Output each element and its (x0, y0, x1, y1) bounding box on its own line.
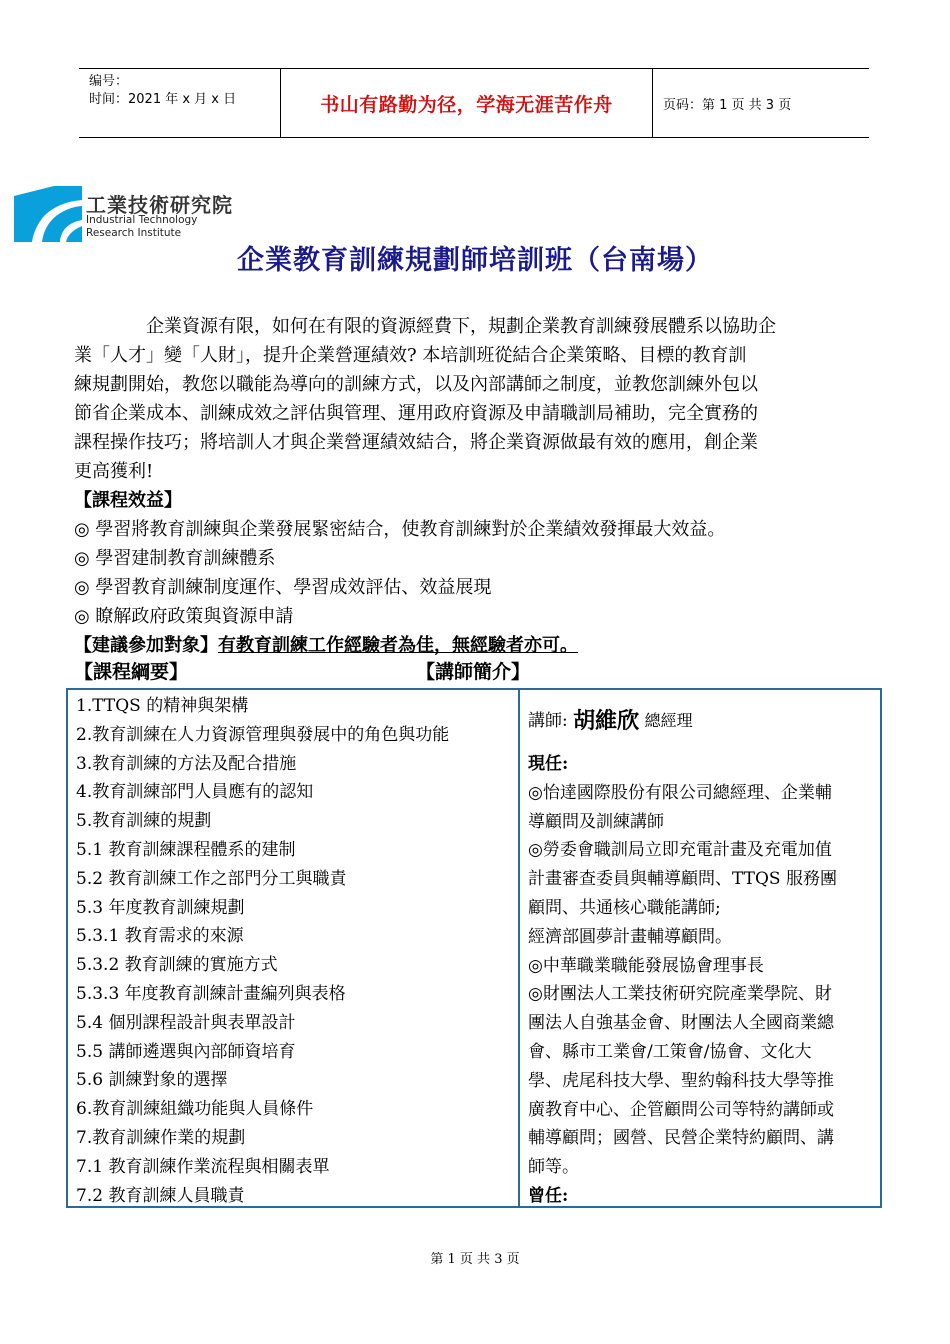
lecturer-name: 胡維欣 (573, 707, 640, 734)
lecturer-heading: 【講師簡介】 (416, 661, 531, 683)
serial-label: 编号： (89, 74, 129, 89)
audience-label: 【建議參加對象】 (74, 635, 218, 656)
header-meta (79, 69, 281, 137)
page-title: 企業教育訓練規劃師培訓班（台南場） (237, 245, 713, 276)
outline-item: 5.2 教育訓練工作之部門分工與職責 (76, 868, 347, 889)
logo-name-en-line1: Industrial Technology (86, 214, 198, 226)
outline-item: 5.4 個別課程設計與表單設計 (76, 1012, 296, 1033)
benefit-item: ◎ 學習將教育訓練與企業發展緊密結合，使教育訓練對於企業績效發揮最大效益。 (74, 519, 726, 540)
lecturer-name-row (528, 692, 878, 750)
lecturer-info (528, 692, 878, 1211)
lecturer-line: 導顧問及訓練講師 (528, 811, 664, 832)
outline-item: 5.3.1 教育需求的來源 (76, 926, 244, 947)
outline-item: 7.1 教育訓練作業流程與相關表單 (76, 1156, 330, 1177)
outline-item: 5.6 訓練對象的選擇 (76, 1070, 228, 1091)
outline-item: 1.TTQS 的精神與架構 (76, 696, 249, 716)
outline-item: 7.2 教育訓練人員職責 (76, 1185, 245, 1206)
lecturer-line: ◎怡達國際股份有限公司總經理、企業輔 (528, 782, 832, 803)
outline-item: 5.3 年度教育訓練規劃 (76, 897, 245, 918)
lecturer-line: 師等。 (528, 1157, 579, 1178)
intro-line: 節省企業成本、訓練成效之評估與管理、運用政府資源及申請職訓局補助，完全實務的 (74, 403, 758, 424)
lecturer-position: 總經理 (644, 710, 693, 730)
header-motto-cell (281, 69, 653, 137)
audience (74, 631, 578, 660)
outline-item: 5.教育訓練的規劃 (76, 811, 212, 832)
outline-item: 4.教育訓練部門人員應有的認知 (76, 782, 314, 803)
intro-paragraph (74, 312, 874, 486)
outline-item: 7.教育訓練作業的規劃 (76, 1127, 246, 1148)
benefits-heading: 【課程效益】 (74, 490, 182, 511)
outline-item: 5.3.3 年度教育訓練計畫編列與表格 (76, 983, 346, 1004)
lecturer-line: 輔導顧問；國營、民營企業特約顧問、講 (528, 1128, 834, 1149)
course-table (66, 688, 882, 1208)
current-label: 現任: (528, 754, 569, 774)
lecturer-line: 顧問、共通核心職能講師; (528, 897, 721, 918)
intro-line: 業「人才」變「人財」，提升企業營運績效? 本培訓班從結合企業策略、目標的教育訓 (74, 345, 747, 366)
logo-name-en (86, 214, 197, 240)
benefit-item: ◎ 學習教育訓練制度運作、學習成效評估、效益展現 (74, 577, 492, 598)
lecturer-label: 講師: (528, 710, 568, 731)
date-label: 时间：2021 年 x 月 x 日 (89, 92, 237, 107)
former-label: 曾任: (528, 1185, 569, 1206)
lecturer-line: ◎財團法人工業技術研究院產業學院、財 (528, 984, 832, 1005)
outline-item: 5.1 教育訓練課程體系的建制 (76, 839, 296, 860)
audience-text: 有教育訓練工作經驗者為佳，無經驗者亦可。 (218, 635, 578, 656)
logo-name-en-line2: Research Institute (86, 227, 182, 239)
lecturer-line: 學、虎尾科技大學、聖約翰科技大學等推 (528, 1070, 834, 1091)
document-header (79, 68, 869, 138)
lecturer-line: 廣教育中心、企管顧問公司等特約講師或 (528, 1099, 834, 1120)
outline-item: 2.教育訓練在人力資源管理與發展中的角色與功能 (76, 724, 450, 745)
lecturer-line: ◎中華職業職能發展協會理事長 (528, 955, 764, 976)
lecturer-line: 會、縣市工業會/工策會/協會、文化大 (528, 1041, 812, 1062)
outline-item: 5.5 講師遴選與內部師資培育 (76, 1041, 296, 1062)
lecturer-line: ◎勞委會職訓局立即充電計畫及充電加值 (528, 840, 832, 861)
header-page-info: 页码：第 1 页 共 3 页 (663, 97, 792, 113)
table-divider (518, 690, 520, 1206)
lecturer-line: 計畫審查委員與輔導顧問、TTQS 服務團 (528, 869, 837, 890)
outline-heading: 【課程綱要】 (74, 661, 189, 683)
intro-line: 課程操作技巧；將培訓人才與企業營運績效結合，將企業資源做最有效的應用，創企業 (74, 432, 758, 453)
outline-item: 6.教育訓練組織功能與人員條件 (76, 1099, 314, 1120)
page-footer: 第 1 页 共 3 页 (430, 1252, 520, 1267)
lecturer-line: 團法人自強基金會、財團法人全國商業總 (528, 1013, 834, 1034)
lecturer-line: 經濟部圓夢計畫輔導顧問。 (528, 926, 732, 947)
intro-line: 企業資源有限，如何在有限的資源經費下，規劃企業教育訓練發展體系以協助企 (146, 316, 776, 337)
benefit-item: ◎ 瞭解政府政策與資源申請 (74, 606, 294, 627)
outline-item: 3.教育訓練的方法及配合措施 (76, 753, 297, 774)
outline-item: 5.3.2 教育訓練的實施方式 (76, 955, 278, 976)
intro-line: 練規劃開始，教您以職能為導向的訓練方式，以及內部講師之制度，並教您訓練外包以 (74, 374, 758, 395)
outline-list (76, 692, 516, 1210)
benefit-item: ◎ 學習建制教育訓練體系 (74, 548, 276, 569)
intro-line: 更高獲利! (74, 461, 154, 482)
header-motto: 书山有路勤为径，学海无涯苦作舟 (320, 93, 613, 116)
logo-name-zh: 工業技術研究院 (86, 193, 233, 217)
